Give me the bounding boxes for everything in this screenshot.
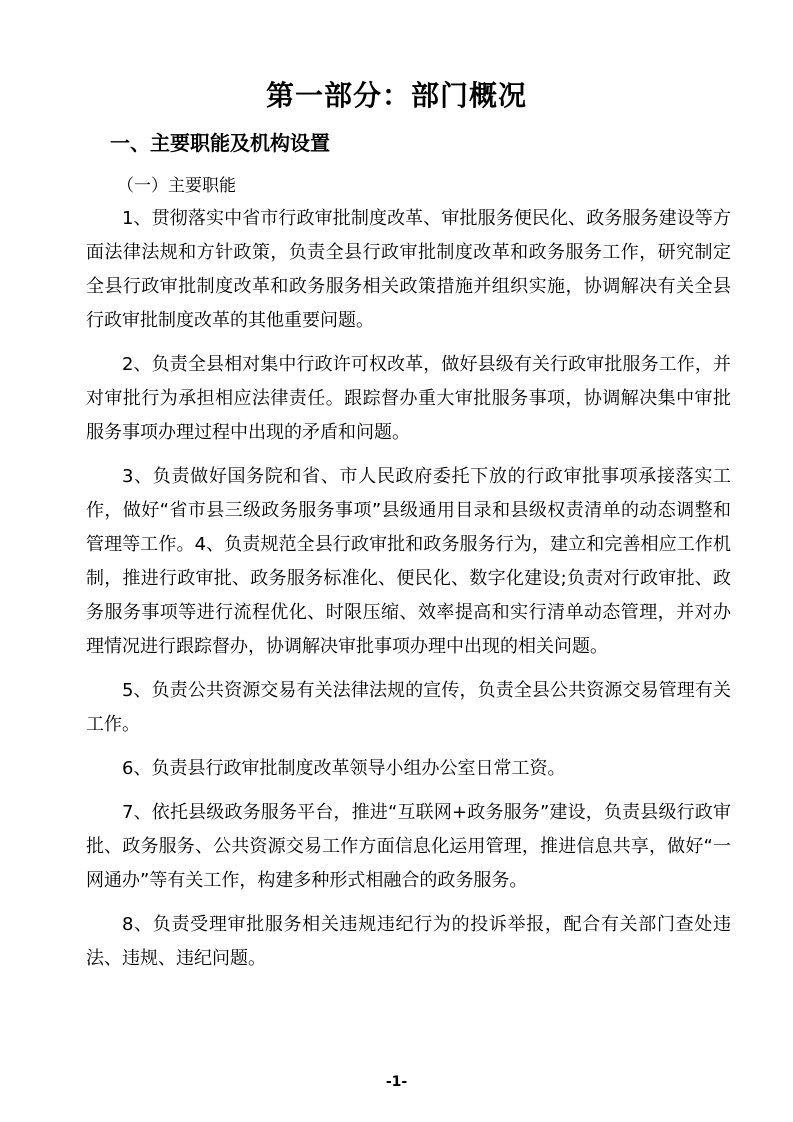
document-body — [86, 202, 731, 986]
paragraph-5: 6、负责县行政审批制度改革领导小组办公室日常工资。 — [122, 758, 566, 779]
paragraph-7: 8、负责受理审批服务相关违规违纪行为的投诉举报，配合有关部门查处违法、违规、违纪问题。 — [86, 914, 731, 969]
section-heading: 一、主要职能及机构设置 — [110, 131, 330, 155]
paragraph-3: 3、负责做好国务院和省、市人民政府委托下放的行政审批事项承接落实工作，做好“省市县三级政务服务事项”县级通用目录和县级权责清单的动态调整和管理等工作。4、负责规范全县行政审批和政务服务行为，建立和完善相应工作机制，推进行政审批、政务服务标准化、便民化、数字化建设;负责对行政审批、政务服务事项等进行流程优化、时限压缩、效率提高和实行清单动态管理，并对办理情况进行跟踪督办，协调解决审批事项办理中出现的相关问题。 — [86, 466, 731, 657]
paragraph-2: 2、负责全县相对集中行政许可权改革，做好县级有关行政审批服务工作，并对审批行为承担相应法律责任。跟踪督办重大审批服务事项，协调解决集中审批服务事项办理过程中出现的矛盾和问题。 — [86, 354, 731, 443]
paragraph-4: 5、负责公共资源交易有关法律法规的宣传，负责全县公共资源交易管理有关工作。 — [86, 680, 731, 735]
subsection-heading: （一）主要职能 — [117, 176, 236, 196]
page-title: 第一部分：部门概况 — [265, 79, 527, 112]
page-number: -1- — [385, 1074, 408, 1090]
paragraph-6: 7、依托县级政务服务平台，推进“互联网+政务服务”建设，负责县级行政审批、政务服务、公共资源交易工作方面信息化运用管理，推进信息共享，做好“一网通办”等有关工作，构建多种形式相融合的政务服务。 — [86, 802, 731, 891]
paragraph-1: 1、贯彻落实中省市行政审批制度改革、审批服务便民化、政务服务建设等方面法律法规和方针政策，负责全县行政审批制度改革和政务服务工作，研究制定全县行政审批制度改革和政务服务相关政策措施并组织实施，协调解决有关全县行政审批制度改革的其他重要问题。 — [86, 208, 731, 331]
